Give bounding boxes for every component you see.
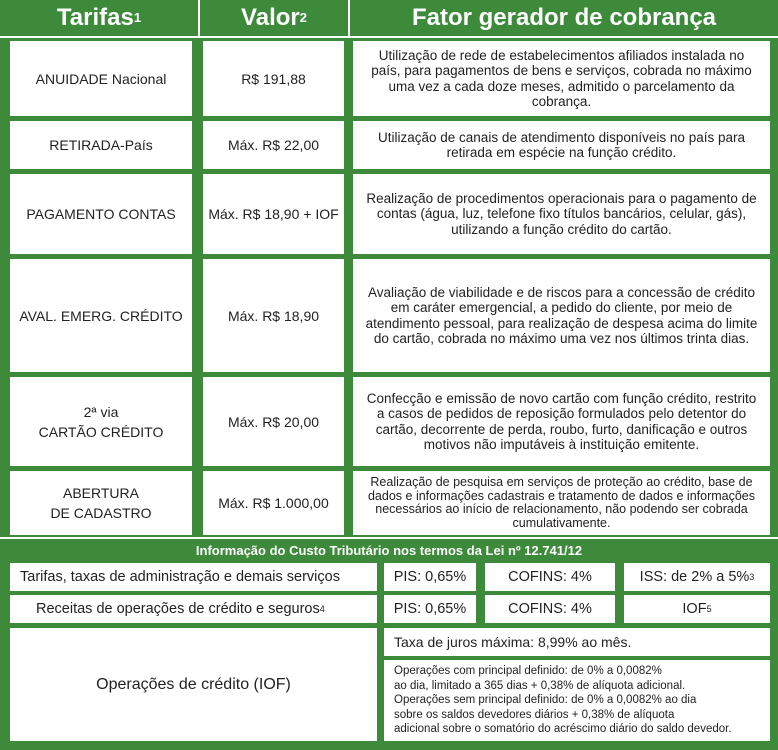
trib-row3-juros xyxy=(384,628,770,656)
tarifa-label: ANUIDADE Nacional xyxy=(35,70,167,87)
trib-row3-label xyxy=(10,628,377,741)
iof-value: IOF xyxy=(682,601,707,617)
header-bottom-line xyxy=(0,36,778,38)
valor-label: Máx. R$ 18,90 xyxy=(227,307,320,324)
row-2via-fator xyxy=(353,377,770,466)
header-valor-label: Valor xyxy=(241,4,300,31)
iof-detail-line1: Operações com principal definido: de 0% a 0,0082% xyxy=(394,665,662,678)
iof-detail-line4: sobre os saldos devedores diários + 0,38% de alíquota xyxy=(394,708,675,721)
tarifa-label: RETIRADA-País xyxy=(49,137,153,153)
row-retirada-fator xyxy=(353,121,770,169)
valor-label: R$ 191,88 xyxy=(241,70,306,87)
fator-text: Utilização de canais de atendimento disponíveis no país para retirada em espécie na função crédito. xyxy=(378,129,745,160)
cofins-value: COFINS: 4% xyxy=(508,569,592,585)
fator-text: Realização de procedimentos operacionais para o pagamento de contas (água, luz, telefone fixo títulos bancários, celular, gás), utilizando a função crédito do cartão. xyxy=(366,190,757,237)
tarifa-label: PAGAMENTO CONTAS xyxy=(26,206,176,222)
row-pagamento-fator xyxy=(353,174,770,254)
iof-detail-line2: ao dia, limitado a 365 dias + 0,38% de alíquota adicional. xyxy=(394,679,686,692)
row-retirada-valor xyxy=(203,121,344,169)
row-2via-tarifa xyxy=(10,377,192,466)
iof-detail-line5: adicional sobre o somatório do acréscimo diário do saldo devedor. xyxy=(394,723,732,736)
header-valor: Valor 2 xyxy=(241,4,307,31)
tarifa-label-line1: ABERTURA xyxy=(63,485,139,501)
tarifa-label: AVAL. EMERG. CRÉDITO xyxy=(19,307,183,324)
trib-row2-label: Receitas de operações de crédito e seguros 4 xyxy=(10,595,377,623)
header-fator xyxy=(350,0,778,36)
fator-text: Confecção e emissão de novo cartão com função crédito, restrito a casos de pedidos de reposição formulados pelo detentor do cartão, decorrente de perda, roubo, furto, danificação e outros motivos não imputáveis à instituição emitente. xyxy=(366,390,757,452)
valor-label: Máx. R$ 18,90 + IOF xyxy=(208,206,339,222)
row-2via-valor xyxy=(203,377,344,466)
pis-value: PIS: 0,65% xyxy=(393,569,467,585)
tributario-title: Informação do Custo Tributário nos termos da Lei nº 12.741/12 xyxy=(195,542,583,558)
trib-row1-pis xyxy=(384,563,476,591)
header-tarifas: Tarifas 1 xyxy=(56,4,142,31)
row-pagamento-valor xyxy=(203,174,344,254)
trib-row1-iss: ISS: de 2% a 5% 3 xyxy=(624,563,770,591)
row-cadastro-tarifa xyxy=(10,471,192,535)
tarifa-label-line2: DE CADASTRO xyxy=(50,505,152,521)
iof-detail-line3: Operações sem principal definido: de 0% a 0,0082% ao dia xyxy=(394,694,697,707)
row-anuidade-fator xyxy=(353,41,770,116)
tarifa-label-line2: CARTÃO CRÉDITO xyxy=(38,423,164,440)
trib-row2-iof: IOF 5 xyxy=(624,595,770,623)
trib-label: Receitas de operações de crédito e seguros xyxy=(36,601,320,617)
row-cadastro-fator xyxy=(353,471,770,535)
juros-value: Taxa de juros máxima: 8,99% ao mês. xyxy=(394,634,632,650)
row-anuidade-valor xyxy=(203,41,344,116)
tarifa-label-line1: 2ª via xyxy=(83,403,119,420)
trib-label: Tarifas, taxas de administração e demais serviços xyxy=(20,569,340,585)
row-pagamento-tarifa xyxy=(10,174,192,254)
valor-label: Máx. R$ 20,00 xyxy=(227,413,320,430)
iss-value: ISS: de 2% a 5% xyxy=(639,569,750,585)
trib-label: Operações de crédito (IOF) xyxy=(96,675,291,693)
trib-row3-detail xyxy=(384,660,770,741)
row-retirada-tarifa xyxy=(10,121,192,169)
cofins-value: COFINS: 4% xyxy=(508,601,592,617)
valor-label: Máx. R$ 22,00 xyxy=(227,137,320,153)
row-aval-tarifa xyxy=(10,259,192,372)
trib-row2-pis xyxy=(384,595,476,623)
trib-row1-cofins xyxy=(485,563,615,591)
trib-row1-label xyxy=(10,563,377,591)
fator-text: Avaliação de viabilidade e de riscos para a concessão de crédito em caráter emergencial, a pedido do cliente, por meio de atendimento pessoal, para realização de despesa acima do limite do cartão, cobrada no máximo uma vez nos últimos trinta dias. xyxy=(365,284,758,346)
row-aval-fator xyxy=(353,259,770,372)
row-cadastro-valor xyxy=(203,471,344,535)
header-tarifas-label: Tarifas xyxy=(56,4,134,31)
fator-text: Utilização de rede de estabelecimentos afiliados instalada no país, para pagamentos de bens e serviços, cobrada no máximo uma vez a cada doze meses, admitido o parcelamento da cobrança. xyxy=(371,47,752,109)
row-anuidade-tarifa xyxy=(10,41,192,116)
pis-value: PIS: 0,65% xyxy=(393,601,467,617)
row-aval-valor xyxy=(203,259,344,372)
header-fator-label: Fator gerador de cobrança xyxy=(411,4,717,31)
valor-label: Máx. R$ 1.000,00 xyxy=(218,495,329,511)
fator-text: Realização de pesquisa em serviços de proteção ao crédito, base de dados e informações cadastrais e tratamento de dados e informações necessários ao início de relacionamento, não podendo ser cobrada cumulativamente. xyxy=(367,475,756,530)
trib-row2-cofins xyxy=(485,595,615,623)
